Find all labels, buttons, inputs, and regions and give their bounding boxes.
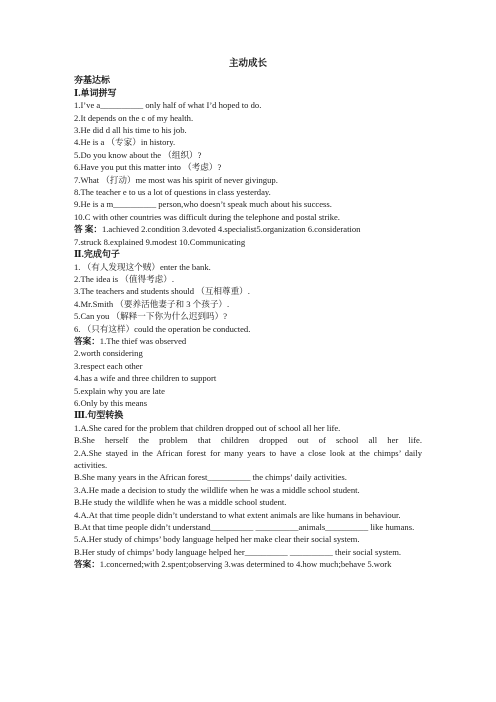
s3-q2b: B.She many years in the African forest__________ the chimps’ daily activities. bbox=[74, 472, 347, 483]
s3-q5b: B.Her study of chimps’ body language helped her__________ __________ their social system. bbox=[74, 546, 402, 557]
s3-q4b: B.At that time people didn’t understand__________ __________animals__________ like humans. bbox=[74, 522, 415, 533]
section3-heading: Ⅲ.句型转换 bbox=[74, 410, 124, 421]
s2-answer: 4.has a wife and three children to support bbox=[74, 373, 217, 384]
s2-item: 6. （只有这样）could the operation be conducted. bbox=[74, 323, 251, 334]
s1-item: 2.It depends on the c of my health. bbox=[74, 112, 194, 123]
s1-item: 5.Do you know about the （组织）? bbox=[74, 149, 202, 160]
s3-answer-text: 1.concerned;with 2.spent;observing 3.was determined to 4.how much;behave 5.work bbox=[99, 559, 392, 570]
s1-item: 6.Have you put this matter into （考虑）? bbox=[74, 162, 222, 173]
s1-answer-label: 答 案： bbox=[74, 224, 102, 235]
header-label: 夯基达标 bbox=[74, 75, 111, 86]
s2-item: 5.Can you （解释一下你为什么迟到吗）? bbox=[74, 311, 228, 322]
s3-q3b: B.He study the wildlife when he was a middle school student. bbox=[74, 497, 287, 508]
s1-answer-line bbox=[74, 223, 422, 235]
s3-q5a: 5.A.Her study of chimps’ body language helped her make clear their social system. bbox=[74, 534, 360, 545]
s1-answer-text: 1.achieved 2.condition 3.devoted 4.specialist5.organization 6.consideration bbox=[101, 224, 361, 235]
page-title: 主动成长 bbox=[228, 59, 267, 69]
s3-q2a: 2.A.She stayed in the African forest for many years to have a close look at the chimps’ daily activities. bbox=[74, 447, 422, 470]
s1-item: 7.What （打动）me most was his spirit of never givingup. bbox=[74, 174, 278, 185]
s2-item: 1. （有人发现这个贼）enter the bank. bbox=[74, 261, 211, 272]
s3-q1b: B.She herself the problem that children dropped out of school all her life. bbox=[74, 435, 422, 446]
s2-answer: 3.respect each other bbox=[74, 360, 143, 371]
s3-q3a: 3.A.He made a decision to study the wildlife when he was a middle school student. bbox=[74, 484, 360, 495]
s2-item: 3.The teachers and students should （互相尊重）. bbox=[74, 286, 250, 297]
s2-item: 4.Mr.Smith （要养活他妻子和 3 个孩子）. bbox=[74, 298, 230, 309]
s2-answer: 5.explain why you are late bbox=[74, 385, 165, 396]
s2-answer: 2.worth considering bbox=[74, 348, 143, 359]
s2-answer-line bbox=[74, 335, 422, 347]
s1-answer-line2: 7.struck 8.explained 9.modest 10.Communicating bbox=[74, 236, 246, 247]
s2-item: 2.The idea is （值得考虑）. bbox=[74, 273, 175, 284]
s1-item: 1.I’ve a__________ only half of what I’d hoped to do. bbox=[74, 100, 262, 111]
s1-item: 10.C with other countries was difficult during the telephone and postal strike. bbox=[74, 211, 340, 222]
s3-q1a: 1.A.She cared for the problem that children dropped out of school all her life. bbox=[74, 422, 341, 433]
s1-item: 8.The teacher e to us a lot of questions in class yesterday. bbox=[74, 187, 271, 198]
s3-answer-label: 答案： bbox=[74, 559, 100, 570]
s2-answer: 6.Only by this means bbox=[74, 397, 148, 408]
s1-item: 9.He is a m__________ person,who doesn’t speak much about his success. bbox=[74, 199, 332, 210]
document-page bbox=[74, 58, 422, 571]
section1-heading: Ⅰ.单词拼写 bbox=[74, 87, 117, 98]
s1-item: 3.He did d all his time to his job. bbox=[74, 125, 187, 136]
s1-item: 4.He is a （专家）in history. bbox=[74, 137, 176, 148]
section2-heading: Ⅱ.完成句子 bbox=[74, 249, 120, 260]
s3-answer-line bbox=[74, 558, 422, 570]
s3-q4a: 4.A.At that time people didn’t understand to what extent animals are like humans in behaviour. bbox=[74, 509, 401, 520]
s2-answer-label: 答案： bbox=[74, 335, 100, 346]
s2-answer-text: 1.The thief was observed bbox=[99, 335, 187, 346]
